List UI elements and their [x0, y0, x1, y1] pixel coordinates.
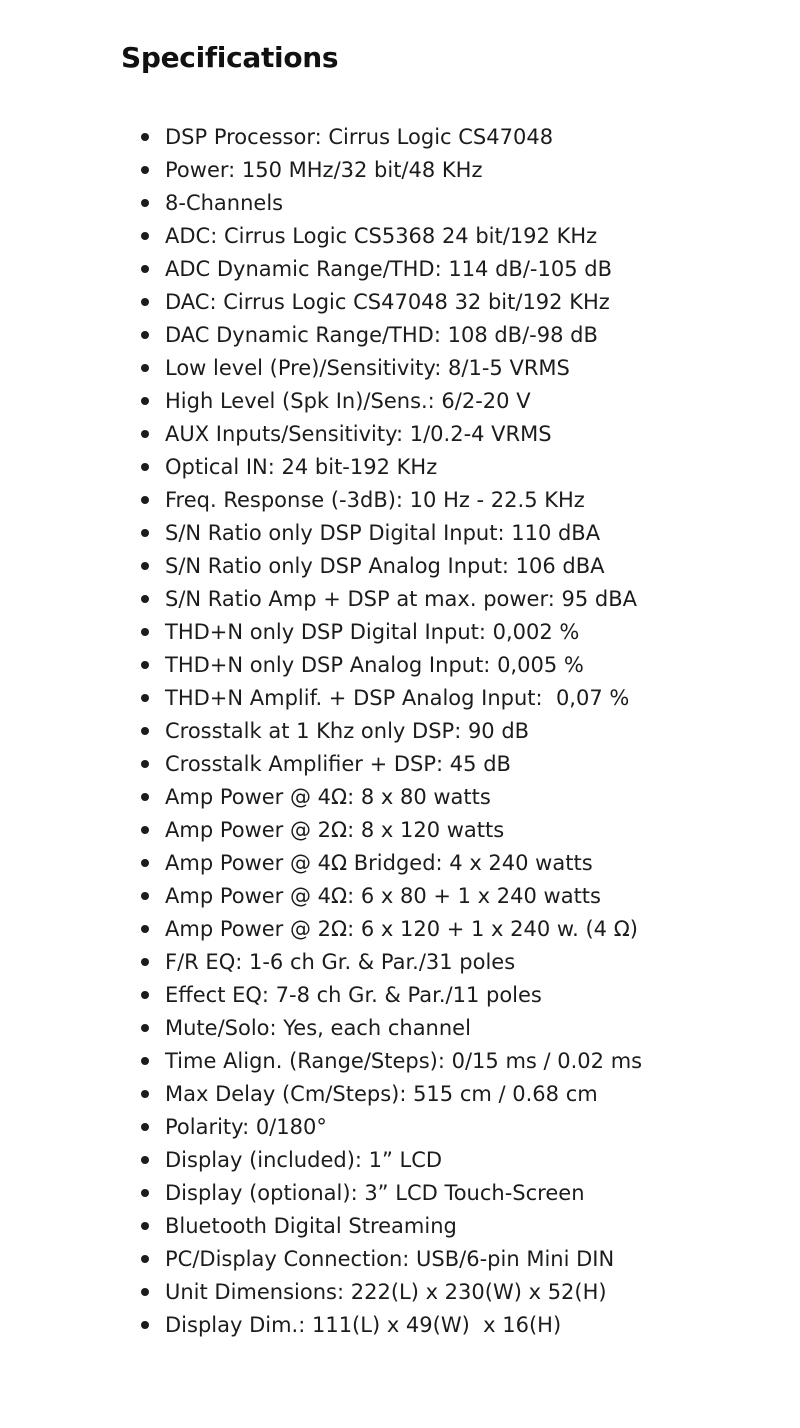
bullet-icon: [141, 430, 149, 438]
spec-text: ADC: Cirrus Logic CS5368 24 bit/192 KHz: [165, 224, 598, 248]
spec-list-item: [121, 1210, 761, 1243]
spec-list-item: [121, 1243, 761, 1276]
spec-list-item: [121, 352, 761, 385]
bullet-icon: [141, 1090, 149, 1098]
spec-text: THD+N only DSP Digital Input: 0,002 %: [165, 620, 580, 644]
spec-list-item: [121, 583, 761, 616]
spec-list-item: [121, 880, 761, 913]
spec-text: PC/Display Connection: USB/6-pin Mini DIN: [165, 1247, 615, 1271]
spec-text: Amp Power @ 2Ω: 6 x 120 + 1 x 240 w. (4 Ω): [165, 917, 638, 941]
spec-text: DSP Processor: Cirrus Logic CS47048: [165, 125, 554, 149]
spec-list-item: [121, 1276, 761, 1309]
spec-list-item: [121, 451, 761, 484]
spec-list-item: [121, 682, 761, 715]
spec-text: DAC: Cirrus Logic CS47048 32 bit/192 KHz: [165, 290, 610, 314]
spec-list-item: [121, 517, 761, 550]
bullet-icon: [141, 1024, 149, 1032]
bullet-icon: [141, 595, 149, 603]
spec-text: Display (optional): 3” LCD Touch-Screen: [165, 1181, 585, 1205]
spec-text: S/N Ratio Amp + DSP at max. power: 95 dBA: [165, 587, 637, 611]
bullet-icon: [141, 1189, 149, 1197]
spec-text: Freq. Response (-3dB): 10 Hz - 22.5 KHz: [165, 488, 585, 512]
spec-text: Max Delay (Cm/Steps): 515 cm / 0.68 cm: [165, 1082, 598, 1106]
bullet-icon: [141, 925, 149, 933]
bullet-icon: [141, 133, 149, 141]
spec-list-item: [121, 979, 761, 1012]
spec-list-item: [121, 484, 761, 517]
bullet-icon: [141, 232, 149, 240]
spec-text: Mute/Solo: Yes, each channel: [165, 1016, 471, 1040]
spec-text: Bluetooth Digital Streaming: [165, 1214, 457, 1238]
spec-text: Unit Dimensions: 222(L) x 230(W) x 52(H): [165, 1280, 607, 1304]
spec-text: S/N Ratio only DSP Analog Input: 106 dBA: [165, 554, 605, 578]
bullet-icon: [141, 364, 149, 372]
spec-text: Time Align. (Range/Steps): 0/15 ms / 0.02 ms: [165, 1049, 643, 1073]
page-title: Specifications: [121, 41, 339, 74]
bullet-icon: [141, 562, 149, 570]
bullet-icon: [141, 1288, 149, 1296]
bullet-icon: [141, 892, 149, 900]
bullet-icon: [141, 694, 149, 702]
bullet-icon: [141, 496, 149, 504]
bullet-icon: [141, 199, 149, 207]
specifications-list: [121, 121, 761, 1342]
spec-list-item: [121, 187, 761, 220]
spec-list-item: [121, 814, 761, 847]
bullet-icon: [141, 1222, 149, 1230]
specifications-section: [121, 36, 761, 1342]
bullet-icon: [141, 298, 149, 306]
spec-list-item: [121, 1045, 761, 1078]
bullet-icon: [141, 1156, 149, 1164]
bullet-icon: [141, 1123, 149, 1131]
spec-list-item: [121, 748, 761, 781]
bullet-icon: [141, 1057, 149, 1065]
spec-text: 8-Channels: [165, 191, 284, 215]
spec-list-item: [121, 550, 761, 583]
bullet-icon: [141, 331, 149, 339]
spec-text: Amp Power @ 4Ω Bridged: 4 x 240 watts: [165, 851, 593, 875]
spec-text: Amp Power @ 4Ω: 6 x 80 + 1 x 240 watts: [165, 884, 601, 908]
spec-list-item: [121, 220, 761, 253]
spec-list-item: [121, 913, 761, 946]
spec-text: DAC Dynamic Range/THD: 108 dB/-98 dB: [165, 323, 598, 347]
bullet-icon: [141, 991, 149, 999]
spec-list-item: [121, 616, 761, 649]
bullet-icon: [141, 1255, 149, 1263]
spec-text: AUX Inputs/Sensitivity: 1/0.2-4 VRMS: [165, 422, 552, 446]
bullet-icon: [141, 529, 149, 537]
spec-list-item: [121, 1177, 761, 1210]
spec-text: S/N Ratio only DSP Digital Input: 110 dBA: [165, 521, 601, 545]
bullet-icon: [141, 265, 149, 273]
bullet-icon: [141, 760, 149, 768]
spec-list-item: [121, 781, 761, 814]
spec-text: ADC Dynamic Range/THD: 114 dB/-105 dB: [165, 257, 612, 281]
spec-list-item: [121, 121, 761, 154]
spec-text: Amp Power @ 2Ω: 8 x 120 watts: [165, 818, 505, 842]
spec-text: THD+N only DSP Analog Input: 0,005 %: [165, 653, 584, 677]
spec-text: Crosstalk at 1 Khz only DSP: 90 dB: [165, 719, 530, 743]
spec-list-item: [121, 1078, 761, 1111]
bullet-icon: [141, 826, 149, 834]
bullet-icon: [141, 1321, 149, 1329]
spec-list-item: [121, 1309, 761, 1342]
bullet-icon: [141, 661, 149, 669]
spec-text: Display Dim.: 111(L) x 49(W) x 16(H): [165, 1313, 562, 1337]
spec-text: THD+N Amplif. + DSP Analog Input: 0,07 %: [165, 686, 630, 710]
spec-text: High Level (Spk In)/Sens.: 6/2-20 V: [165, 389, 531, 413]
spec-text: Crosstalk Amplifier + DSP: 45 dB: [165, 752, 511, 776]
bullet-icon: [141, 727, 149, 735]
spec-list-item: [121, 1144, 761, 1177]
spec-list-item: [121, 1012, 761, 1045]
bullet-icon: [141, 628, 149, 636]
spec-list-item: [121, 154, 761, 187]
bullet-icon: [141, 463, 149, 471]
spec-text: Amp Power @ 4Ω: 8 x 80 watts: [165, 785, 491, 809]
spec-text: Polarity: 0/180°: [165, 1115, 327, 1139]
spec-list-item: [121, 385, 761, 418]
spec-text: Low level (Pre)/Sensitivity: 8/1-5 VRMS: [165, 356, 570, 380]
spec-list-item: [121, 946, 761, 979]
bullet-icon: [141, 166, 149, 174]
spec-text: Effect EQ: 7-8 ch Gr. & Par./11 poles: [165, 983, 542, 1007]
spec-list-item: [121, 847, 761, 880]
spec-list-item: [121, 319, 761, 352]
spec-text: F/R EQ: 1-6 ch Gr. & Par./31 poles: [165, 950, 516, 974]
bullet-icon: [141, 859, 149, 867]
spec-text: Power: 150 MHz/32 bit/48 KHz: [165, 158, 483, 182]
spec-list-item: [121, 253, 761, 286]
spec-list-item: [121, 1111, 761, 1144]
spec-text: Optical IN: 24 bit-192 KHz: [165, 455, 438, 479]
bullet-icon: [141, 958, 149, 966]
spec-list-item: [121, 649, 761, 682]
spec-list-item: [121, 286, 761, 319]
spec-list-item: [121, 418, 761, 451]
spec-list-item: [121, 715, 761, 748]
bullet-icon: [141, 793, 149, 801]
bullet-icon: [141, 397, 149, 405]
spec-text: Display (included): 1” LCD: [165, 1148, 443, 1172]
